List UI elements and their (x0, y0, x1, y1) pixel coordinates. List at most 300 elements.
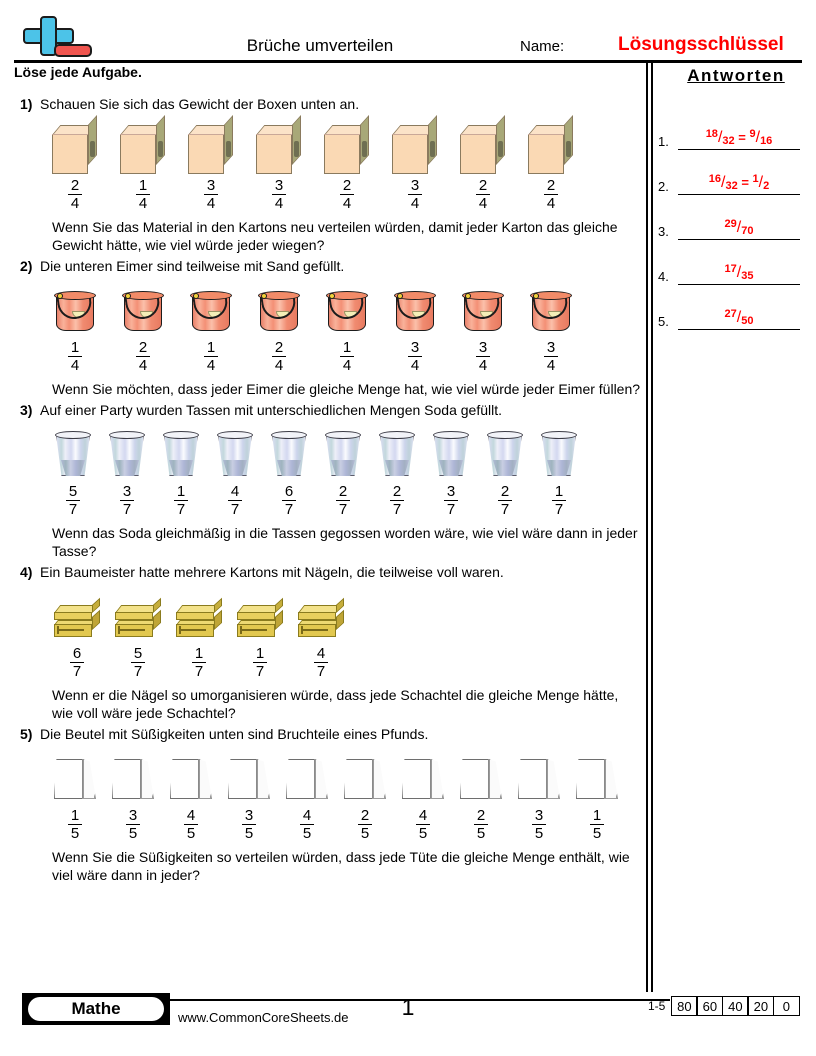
item-10 (574, 749, 620, 843)
candy-bag-icon (458, 755, 504, 805)
item-fraction (66, 484, 80, 517)
nail-box-icon (52, 603, 102, 643)
question-footer-text: Wenn Sie die Süßigkeiten so verteilen würden, dass jede Tüte die gleiche Menge enthält, wie viel wäre dann in jeder? (52, 849, 630, 883)
fraction-numerator: 6 (72, 645, 82, 662)
fraction-denominator: 4 (136, 194, 150, 211)
answer-row-3 (658, 200, 808, 245)
answer-index: 3. (658, 224, 669, 239)
header-divider (14, 60, 802, 63)
item-artwork (516, 749, 562, 805)
fraction-numerator: 2 (392, 483, 402, 500)
candy-bag-icon (574, 755, 620, 805)
item-fraction (192, 646, 206, 679)
answer-numerator: 18 (705, 128, 718, 140)
answer-row-5 (658, 290, 808, 335)
fraction-denominator: 4 (408, 194, 422, 211)
fraction-numerator: 2 (274, 339, 284, 356)
answer-denominator: 32 (725, 180, 738, 192)
fraction-denominator: 4 (68, 356, 82, 373)
item-artwork (256, 281, 302, 337)
answer-blank-line (678, 149, 800, 151)
item-fraction (253, 646, 267, 679)
fraction-denominator: 7 (70, 662, 84, 679)
bucket-icon (188, 287, 234, 337)
fraction-denominator: 4 (272, 194, 286, 211)
item-artwork (458, 749, 504, 805)
item-artwork (120, 281, 166, 337)
item-artwork (174, 587, 224, 643)
fraction-numerator: 1 (194, 645, 204, 662)
item-5 (324, 119, 370, 213)
fraction-denominator: 4 (476, 194, 490, 211)
cardboard-box-icon (188, 125, 234, 175)
question-items (52, 587, 639, 681)
item-artwork (52, 119, 98, 175)
nail-box-icon (296, 603, 346, 643)
fraction-denominator: 5 (300, 824, 314, 841)
fraction-numerator: 3 (478, 339, 488, 356)
fraction-denominator: 4 (544, 194, 558, 211)
question-5 (14, 726, 639, 884)
page-footer (0, 992, 816, 1056)
cup-icon (430, 429, 472, 481)
cardboard-box-icon (324, 125, 370, 175)
answer-value (678, 173, 800, 192)
item-3 (168, 749, 214, 843)
question-items (52, 281, 639, 375)
bucket-icon (528, 287, 574, 337)
item-fraction (314, 646, 328, 679)
item-8 (458, 749, 504, 843)
question-number: 3) (20, 402, 33, 418)
candy-bag-icon (110, 755, 156, 805)
answer-row-1 (658, 110, 808, 155)
item-fraction (340, 340, 354, 373)
item-fraction (272, 178, 286, 211)
question-footer-text: Wenn Sie das Material in den Kartons neu verteilen würden, damit jeder Karton das gleiche Gewicht hätte, wie viel würde jeder wiegen? (52, 219, 618, 253)
question-prompt: Auf einer Party wurden Tassen mit unterschiedlichen Mengen Soda gefüllt. (40, 402, 503, 418)
question-prompt: Die unteren Eimer sind teilweise mit Sand gefüllt. (40, 258, 345, 274)
item-4 (235, 587, 285, 681)
candy-bag-icon (516, 755, 562, 805)
item-fraction (476, 340, 490, 373)
item-8 (430, 425, 472, 519)
candy-bag-icon (226, 755, 272, 805)
cardboard-box-icon (120, 125, 166, 175)
fraction-numerator: 3 (446, 483, 456, 500)
item-fraction (68, 178, 82, 211)
item-fraction (228, 484, 242, 517)
item-artwork (376, 425, 418, 481)
item-3 (188, 119, 234, 213)
cup-icon (106, 429, 148, 481)
fraction-slash-icon: / (721, 174, 726, 191)
score-cell-40: 40 (722, 996, 749, 1016)
item-artwork (392, 281, 438, 337)
answer-numerator: 29 (724, 218, 737, 230)
site-url: www.CommonCoreSheets.de (178, 1010, 349, 1025)
fraction-denominator: 4 (272, 356, 286, 373)
item-artwork (284, 749, 330, 805)
bucket-icon (52, 287, 98, 337)
item-fraction (204, 340, 218, 373)
nail-box-icon (174, 603, 224, 643)
question-items (52, 119, 639, 213)
item-10 (538, 425, 580, 519)
equals-sign: = (738, 130, 746, 145)
fraction-denominator: 5 (416, 824, 430, 841)
fraction-numerator: 2 (342, 177, 352, 194)
item-1 (52, 281, 98, 375)
item-4 (256, 119, 302, 213)
subject-badge-label: Mathe (28, 997, 164, 1021)
item-fraction (68, 808, 82, 841)
item-fraction (126, 808, 140, 841)
item-fraction (408, 340, 422, 373)
item-artwork (400, 749, 446, 805)
question-header (14, 258, 639, 275)
fraction-denominator: 4 (204, 356, 218, 373)
question-footer-text: Wenn er die Nägel so umorganisieren würde, dass jede Schachtel die gleiche Menge hätte, wie voll wäre jede Schachtel? (52, 687, 619, 721)
answer-value (678, 128, 800, 147)
fraction-numerator: 1 (206, 339, 216, 356)
question-2 (14, 258, 639, 398)
item-fraction (136, 178, 150, 211)
item-fraction (136, 340, 150, 373)
item-artwork (106, 425, 148, 481)
item-artwork (324, 281, 370, 337)
fraction-denominator: 5 (358, 824, 372, 841)
questions-list (14, 96, 639, 888)
item-artwork (342, 749, 388, 805)
cardboard-box-icon (460, 125, 506, 175)
fraction-denominator: 7 (336, 500, 350, 517)
item-fraction (544, 340, 558, 373)
answer-key-label: Lösungsschlüssel (618, 34, 784, 55)
item-fraction (358, 808, 372, 841)
item-artwork (214, 425, 256, 481)
fraction-denominator: 4 (408, 356, 422, 373)
fraction-numerator: 3 (274, 177, 284, 194)
fraction-denominator: 4 (476, 356, 490, 373)
item-artwork (256, 119, 302, 175)
item-7 (400, 749, 446, 843)
fraction-numerator: 2 (476, 807, 486, 824)
fraction-numerator: 4 (302, 807, 312, 824)
answer-value (678, 263, 800, 282)
question-footer-text: Wenn Sie möchten, dass jeder Eimer die gleiche Menge hat, wie viel würde jeder Eimer füllen? (52, 381, 641, 397)
item-5 (324, 281, 370, 375)
fraction-numerator: 1 (70, 339, 80, 356)
item-5 (284, 749, 330, 843)
answer-blank-line (678, 284, 800, 286)
instructions-text: Löse jede Aufgabe. (14, 64, 142, 80)
item-artwork (528, 119, 574, 175)
score-cell-80: 80 (671, 996, 698, 1016)
item-artwork (110, 749, 156, 805)
answer-numerator-reduced: 9 (749, 128, 756, 140)
score-strip (648, 996, 800, 1016)
candy-bag-icon (342, 755, 388, 805)
question-prompt: Ein Baumeister hatte mehrere Kartons mit Nägeln, die teilweise voll waren. (40, 564, 504, 580)
fraction-denominator: 7 (120, 500, 134, 517)
fraction-denominator: 7 (192, 662, 206, 679)
question-3 (14, 402, 639, 560)
fraction-denominator: 7 (228, 500, 242, 517)
item-artwork (235, 587, 285, 643)
question-header (14, 726, 639, 743)
fraction-numerator: 3 (244, 807, 254, 824)
item-artwork (120, 119, 166, 175)
item-fraction (336, 484, 350, 517)
cup-icon (268, 429, 310, 481)
item-artwork (538, 425, 580, 481)
item-artwork (296, 587, 346, 643)
fraction-slash-icon: / (717, 129, 723, 146)
item-artwork (160, 425, 202, 481)
item-artwork (392, 119, 438, 175)
cup-icon (214, 429, 256, 481)
item-7 (376, 425, 418, 519)
cup-icon (52, 429, 94, 481)
nail-box-icon (235, 603, 285, 643)
item-7 (460, 281, 506, 375)
item-7 (460, 119, 506, 213)
item-artwork (52, 281, 98, 337)
item-fraction (174, 484, 188, 517)
fraction-numerator: 4 (418, 807, 428, 824)
fraction-numerator: 1 (554, 483, 564, 500)
item-artwork (188, 281, 234, 337)
question-1 (14, 96, 639, 254)
score-cell-0: 0 (773, 996, 800, 1016)
fraction-numerator: 3 (122, 483, 132, 500)
fraction-numerator: 3 (410, 339, 420, 356)
equals-sign: = (741, 175, 749, 190)
item-fraction (416, 808, 430, 841)
item-artwork (168, 749, 214, 805)
item-fraction (532, 808, 546, 841)
fraction-numerator: 1 (342, 339, 352, 356)
fraction-denominator: 7 (253, 662, 267, 679)
item-3 (188, 281, 234, 375)
fraction-denominator: 7 (174, 500, 188, 517)
answer-index: 1. (658, 134, 669, 149)
item-5 (296, 587, 346, 681)
item-3 (160, 425, 202, 519)
item-8 (528, 281, 574, 375)
question-items (52, 425, 639, 519)
fraction-slash-icon: / (755, 129, 761, 146)
candy-bag-icon (284, 755, 330, 805)
answers-list (658, 110, 808, 335)
question-header (14, 96, 639, 113)
item-artwork (324, 119, 370, 175)
answer-numerator: 27 (724, 308, 737, 320)
answers-heading: Antworten (687, 66, 785, 85)
item-fraction (184, 808, 198, 841)
fraction-numerator: 2 (338, 483, 348, 500)
fraction-numerator: 3 (206, 177, 216, 194)
bucket-icon (392, 287, 438, 337)
question-number: 4) (20, 564, 33, 580)
answer-denominator: 50 (741, 315, 754, 327)
item-2 (113, 587, 163, 681)
bucket-icon (120, 287, 166, 337)
fraction-numerator: 3 (128, 807, 138, 824)
item-fraction (131, 646, 145, 679)
item-fraction (474, 808, 488, 841)
fraction-numerator: 4 (186, 807, 196, 824)
item-fraction (340, 178, 354, 211)
item-fraction (272, 340, 286, 373)
answer-row-2 (658, 155, 808, 200)
fraction-denominator: 5 (474, 824, 488, 841)
fraction-numerator: 4 (316, 645, 326, 662)
answer-blank-line (678, 239, 800, 241)
item-artwork (268, 425, 310, 481)
item-artwork (113, 587, 163, 643)
question-items (52, 749, 639, 843)
item-fraction (444, 484, 458, 517)
item-4 (226, 749, 272, 843)
item-artwork (574, 749, 620, 805)
fraction-numerator: 1 (255, 645, 265, 662)
candy-bag-icon (400, 755, 446, 805)
bucket-icon (460, 287, 506, 337)
item-artwork (430, 425, 472, 481)
item-1 (52, 587, 102, 681)
item-6 (392, 119, 438, 213)
item-2 (110, 749, 156, 843)
cardboard-box-icon (528, 125, 574, 175)
fraction-slash-icon: / (758, 174, 764, 191)
item-fraction (552, 484, 566, 517)
fraction-denominator: 5 (68, 824, 82, 841)
fraction-denominator: 7 (314, 662, 328, 679)
item-artwork (226, 749, 272, 805)
fraction-numerator: 3 (410, 177, 420, 194)
item-1 (52, 425, 94, 519)
item-fraction (590, 808, 604, 841)
cup-icon (322, 429, 364, 481)
fraction-numerator: 5 (133, 645, 143, 662)
fraction-denominator: 4 (204, 194, 218, 211)
fraction-denominator: 5 (590, 824, 604, 841)
item-fraction (498, 484, 512, 517)
score-range-label: 1-5 (648, 999, 666, 1013)
item-2 (120, 119, 166, 213)
fraction-denominator: 7 (282, 500, 296, 517)
item-fraction (300, 808, 314, 841)
fraction-denominator: 5 (242, 824, 256, 841)
fraction-slash-icon: / (736, 264, 742, 281)
answer-denominator-reduced: 2 (763, 180, 770, 192)
fraction-denominator: 7 (444, 500, 458, 517)
item-artwork (460, 281, 506, 337)
item-artwork (52, 587, 102, 643)
bucket-icon (324, 287, 370, 337)
fraction-denominator: 7 (131, 662, 145, 679)
item-fraction (120, 484, 134, 517)
fraction-numerator: 2 (138, 339, 148, 356)
cup-icon (376, 429, 418, 481)
item-6 (392, 281, 438, 375)
question-header (14, 564, 639, 581)
fraction-numerator: 2 (70, 177, 80, 194)
item-fraction (204, 178, 218, 211)
fraction-denominator: 5 (184, 824, 198, 841)
fraction-numerator: 2 (500, 483, 510, 500)
question-number: 2) (20, 258, 33, 274)
answer-blank-line (678, 329, 800, 331)
item-fraction (390, 484, 404, 517)
answer-denominator: 70 (741, 225, 754, 237)
answer-index: 5. (658, 314, 669, 329)
answer-numerator-reduced: 1 (752, 173, 759, 185)
fraction-numerator: 4 (230, 483, 240, 500)
item-artwork (188, 119, 234, 175)
item-artwork (528, 281, 574, 337)
item-fraction (476, 178, 490, 211)
fraction-numerator: 2 (360, 807, 370, 824)
cup-icon (484, 429, 526, 481)
item-9 (516, 749, 562, 843)
answer-index: 4. (658, 269, 669, 284)
fraction-numerator: 1 (592, 807, 602, 824)
fraction-numerator: 5 (68, 483, 78, 500)
answer-numerator: 16 (708, 173, 721, 185)
answer-denominator-reduced: 16 (760, 135, 773, 147)
fraction-numerator: 1 (176, 483, 186, 500)
fraction-denominator: 7 (66, 500, 80, 517)
item-fraction (70, 646, 84, 679)
worksheet-title: Brüche umverteilen (246, 36, 394, 55)
score-cell-20: 20 (747, 996, 774, 1016)
fraction-denominator: 7 (552, 500, 566, 517)
item-fraction (544, 178, 558, 211)
fraction-numerator: 3 (546, 339, 556, 356)
answer-value (678, 218, 800, 237)
item-artwork (52, 425, 94, 481)
question-number: 5) (20, 726, 33, 742)
item-artwork (460, 119, 506, 175)
name-label: Name: (520, 38, 565, 55)
fraction-denominator: 5 (126, 824, 140, 841)
item-5 (268, 425, 310, 519)
item-1 (52, 119, 98, 213)
item-fraction (242, 808, 256, 841)
page-number: 1 (401, 994, 415, 1020)
item-8 (528, 119, 574, 213)
fraction-denominator: 5 (532, 824, 546, 841)
fraction-numerator: 1 (70, 807, 80, 824)
column-divider-right (651, 62, 653, 992)
answer-index: 2. (658, 179, 669, 194)
page-header (0, 0, 816, 62)
fraction-numerator: 2 (546, 177, 556, 194)
item-1 (52, 749, 98, 843)
fraction-slash-icon: / (736, 309, 742, 326)
fraction-denominator: 4 (340, 194, 354, 211)
question-prompt: Schauen Sie sich das Gewicht der Boxen unten an. (40, 96, 360, 112)
item-2 (120, 281, 166, 375)
cardboard-box-icon (52, 125, 98, 175)
item-4 (256, 281, 302, 375)
fraction-denominator: 7 (390, 500, 404, 517)
fraction-denominator: 7 (498, 500, 512, 517)
answer-denominator: 35 (741, 270, 754, 282)
